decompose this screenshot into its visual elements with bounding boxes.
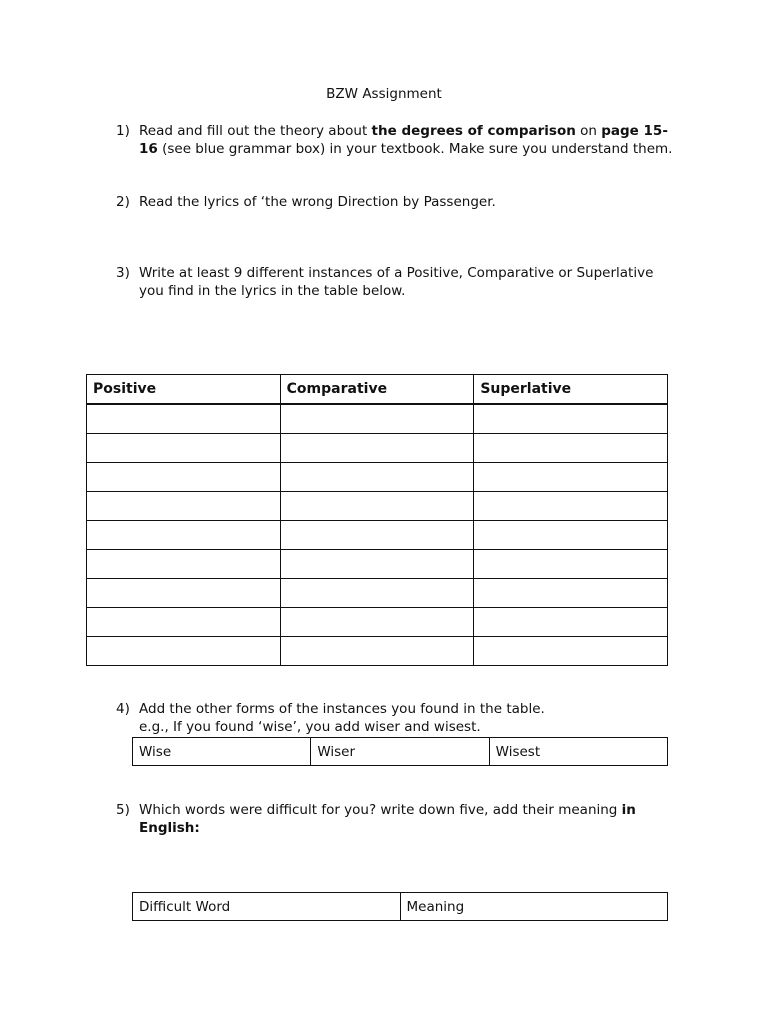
table-row xyxy=(87,434,668,463)
instruction-text: Which words were difficult for you? write down five, add their meaning in English: xyxy=(139,802,636,836)
table-cell[interactable] xyxy=(474,434,668,463)
table-header-row xyxy=(87,375,668,405)
table-row xyxy=(87,492,668,521)
table-cell[interactable] xyxy=(87,579,281,608)
instruction-text: Read and fill out the theory about the degrees of comparison on page 15-16 (see blue grammar box) in your textbook. Make sure you understand them. xyxy=(139,123,673,157)
table-cell[interactable] xyxy=(280,521,474,550)
table-cell[interactable] xyxy=(280,579,474,608)
table-cell[interactable] xyxy=(474,463,668,492)
degrees-table xyxy=(86,374,668,666)
table-cell[interactable] xyxy=(280,492,474,521)
table-row xyxy=(133,738,668,766)
instruction-number: 2) xyxy=(116,194,130,210)
table-cell[interactable] xyxy=(87,434,281,463)
table-row xyxy=(133,893,668,921)
table-cell[interactable] xyxy=(474,404,668,434)
example-cell-superlative: Wisest xyxy=(489,738,667,766)
instruction-number: 1) xyxy=(116,123,130,139)
instruction-text: Write at least 9 different instances of a Positive, Comparative or Superlative you find in the lyrics in the table below. xyxy=(139,265,654,299)
header-comparative: Comparative xyxy=(280,375,474,405)
instruction-number: 3) xyxy=(116,265,130,281)
table-row xyxy=(87,579,668,608)
table-cell[interactable] xyxy=(280,404,474,434)
table-cell[interactable] xyxy=(87,637,281,666)
table-cell[interactable] xyxy=(474,492,668,521)
table-row xyxy=(87,608,668,637)
table-cell[interactable] xyxy=(280,550,474,579)
instruction-number: 4) xyxy=(116,701,130,717)
table-cell[interactable] xyxy=(87,404,281,434)
table-cell[interactable] xyxy=(474,550,668,579)
table-cell[interactable] xyxy=(87,463,281,492)
table-cell[interactable] xyxy=(87,521,281,550)
example-cell-comparative: Wiser xyxy=(311,738,489,766)
instruction-text: Read the lyrics of ‘the wrong Direction by Passenger. xyxy=(139,194,496,210)
table-cell[interactable] xyxy=(280,637,474,666)
difficult-word-header: Difficult Word xyxy=(133,893,401,921)
header-positive: Positive xyxy=(87,375,281,405)
table-cell[interactable] xyxy=(280,434,474,463)
table-cell[interactable] xyxy=(474,637,668,666)
table-row xyxy=(87,463,668,492)
instruction-1 xyxy=(116,122,676,176)
table-row xyxy=(87,637,668,666)
difficult-words-table xyxy=(132,892,668,921)
table-cell[interactable] xyxy=(280,463,474,492)
instruction-text: Add the other forms of the instances you found in the table. e.g., If you found ‘wise’, you add wiser and wisest. xyxy=(139,701,545,735)
example-table xyxy=(132,737,668,766)
table-cell[interactable] xyxy=(474,579,668,608)
meaning-header: Meaning xyxy=(400,893,668,921)
page-title: BZW Assignment xyxy=(326,86,442,102)
table-row xyxy=(87,521,668,550)
table-row xyxy=(87,404,668,434)
table-cell[interactable] xyxy=(474,608,668,637)
instruction-number: 5) xyxy=(116,802,130,818)
example-cell-positive: Wise xyxy=(133,738,311,766)
table-cell[interactable] xyxy=(280,608,474,637)
header-superlative: Superlative xyxy=(474,375,668,405)
table-cell[interactable] xyxy=(87,492,281,521)
table-row xyxy=(87,550,668,579)
table-cell[interactable] xyxy=(87,550,281,579)
table-cell[interactable] xyxy=(87,608,281,637)
table-cell[interactable] xyxy=(474,521,668,550)
instruction-5 xyxy=(116,801,676,837)
